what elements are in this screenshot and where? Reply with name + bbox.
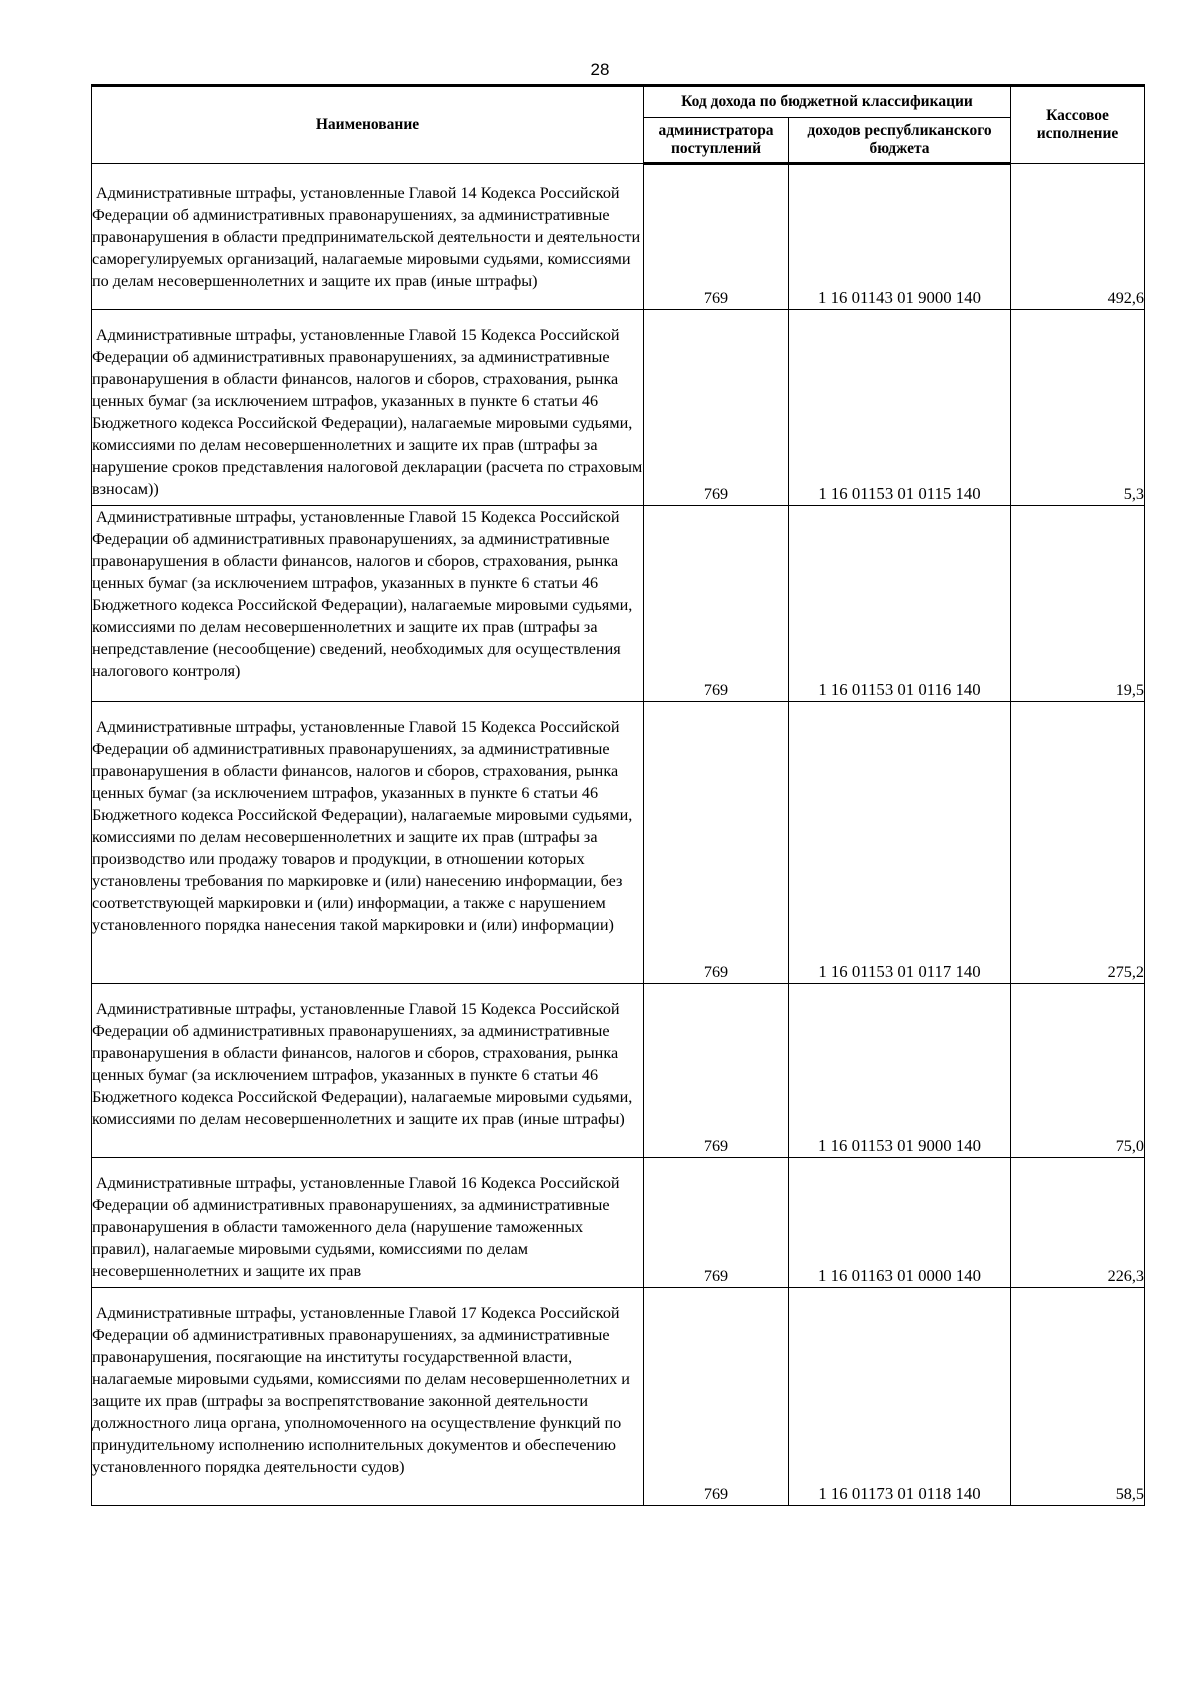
header-admin: администратора поступлений bbox=[644, 118, 789, 164]
row-income-code: 1 16 01143 01 9000 140 bbox=[789, 164, 1011, 310]
header-execution: Кассовое исполнение bbox=[1011, 86, 1145, 164]
row-admin-code: 769 bbox=[644, 164, 789, 310]
table-row bbox=[92, 1158, 1145, 1288]
table-row bbox=[92, 506, 1145, 702]
row-income-code: 1 16 01163 01 0000 140 bbox=[789, 1158, 1011, 1288]
row-admin-code: 769 bbox=[644, 506, 789, 702]
row-amount: 492,6 bbox=[1011, 164, 1145, 310]
row-name: Административные штрафы, установленные Главой 17 Кодекса Российской Федерации об административных правонарушениях, за административные правонарушения, посягающие на институты государственной власти, налагаемые мировыми судьями, комиссиями по делам несовершеннолетних и защите их прав (штрафы за воспрепятствование законной деятельности должностного лица органа, уполномоченного на осуществление функций по принудительному исполнению исполнительных документов и обеспечению установленного порядка деятельности судов) bbox=[92, 1288, 644, 1506]
row-amount: 275,2 bbox=[1011, 702, 1145, 984]
table-row bbox=[92, 984, 1145, 1158]
budget-table bbox=[91, 84, 1145, 1506]
row-admin-code: 769 bbox=[644, 984, 789, 1158]
row-amount: 75,0 bbox=[1011, 984, 1145, 1158]
table-row bbox=[92, 310, 1145, 506]
row-income-code: 1 16 01173 01 0118 140 bbox=[789, 1288, 1011, 1506]
row-admin-code: 769 bbox=[644, 1288, 789, 1506]
page-number: 28 bbox=[590, 60, 610, 79]
row-name: Административные штрафы, установленные Главой 15 Кодекса Российской Федерации об административных правонарушениях, за административные правонарушения в области финансов, налогов и сборов, страхования, рынка ценных бумаг (за исключением штрафов, указанных в пункте 6 статьи 46 Бюджетного кодекса Российской Федерации), налагаемые мировыми судьями, комиссиями по делам несовершеннолетних и защите их прав (штрафы за нарушение сроков представления налоговой декларации (расчета по страховым взносам)) bbox=[92, 310, 644, 506]
table-row bbox=[92, 702, 1145, 984]
table-row bbox=[92, 164, 1145, 310]
header-income: доходов республиканского бюджета bbox=[789, 118, 1011, 164]
row-amount: 5,3 bbox=[1011, 310, 1145, 506]
row-income-code: 1 16 01153 01 0117 140 bbox=[789, 702, 1011, 984]
row-amount: 19,5 bbox=[1011, 506, 1145, 702]
row-admin-code: 769 bbox=[644, 702, 789, 984]
header-code-group: Код дохода по бюджетной классификации bbox=[644, 86, 1011, 118]
header-name: Наименование bbox=[92, 86, 644, 164]
row-income-code: 1 16 01153 01 0116 140 bbox=[789, 506, 1011, 702]
row-name: Административные штрафы, установленные Главой 15 Кодекса Российской Федерации об административных правонарушениях, за административные правонарушения в области финансов, налогов и сборов, страхования, рынка ценных бумаг (за исключением штрафов, указанных в пункте 6 статьи 46 Бюджетного кодекса Российской Федерации), налагаемые мировыми судьями, комиссиями по делам несовершеннолетних и защите их прав (штрафы за производство или продажу товаров и продукции, в отношении которых установлены требования по маркировке и (или) нанесению информации, без соответствующей маркировки и (или) информации, а также с нарушением установленного порядка нанесения такой маркировки и (или) информации) bbox=[92, 702, 644, 984]
row-income-code: 1 16 01153 01 0115 140 bbox=[789, 310, 1011, 506]
row-amount: 58,5 bbox=[1011, 1288, 1145, 1506]
row-name: Административные штрафы, установленные Главой 16 Кодекса Российской Федерации об административных правонарушениях, за административные правонарушения в области таможенного дела (нарушение таможенных правил), налагаемые мировыми судьями, комиссиями по делам несовершеннолетних и защите их прав bbox=[92, 1158, 644, 1288]
row-amount: 226,3 bbox=[1011, 1158, 1145, 1288]
row-name: Административные штрафы, установленные Главой 14 Кодекса Российской Федерации об административных правонарушениях, за административные правонарушения в области предпринимательской деятельности и деятельности саморегулируемых организаций, налагаемые мировыми судьями, комиссиями по делам несовершеннолетних и защите их прав (иные штрафы) bbox=[92, 164, 644, 310]
row-name: Административные штрафы, установленные Главой 15 Кодекса Российской Федерации об административных правонарушениях, за административные правонарушения в области финансов, налогов и сборов, страхования, рынка ценных бумаг (за исключением штрафов, указанных в пункте 6 статьи 46 Бюджетного кодекса Российской Федерации), налагаемые мировыми судьями, комиссиями по делам несовершеннолетних и защите их прав (иные штрафы) bbox=[92, 984, 644, 1158]
table-row bbox=[92, 1288, 1145, 1506]
row-admin-code: 769 bbox=[644, 310, 789, 506]
row-name: Административные штрафы, установленные Главой 15 Кодекса Российской Федерации об административных правонарушениях, за административные правонарушения в области финансов, налогов и сборов, страхования, рынка ценных бумаг (за исключением штрафов, указанных в пункте 6 статьи 46 Бюджетного кодекса Российской Федерации), налагаемые мировыми судьями, комиссиями по делам несовершеннолетних и защите их прав (штрафы за непредставление (несообщение) сведений, необходимых для осуществления налогового контроля) bbox=[92, 506, 644, 702]
row-income-code: 1 16 01153 01 9000 140 bbox=[789, 984, 1011, 1158]
row-admin-code: 769 bbox=[644, 1158, 789, 1288]
